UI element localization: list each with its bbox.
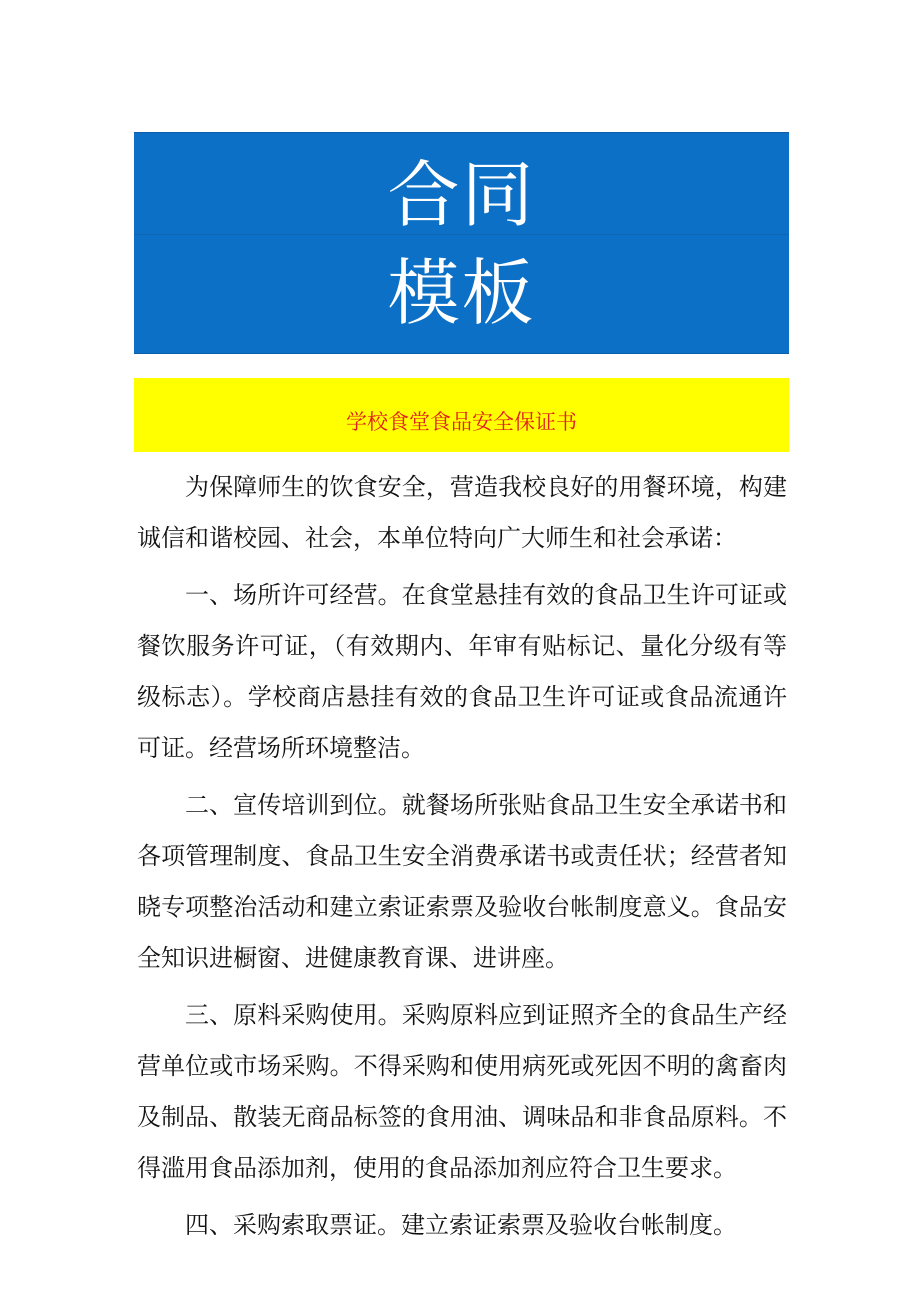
section-1-paragraph: 一、场所许可经营。在食堂悬挂有效的食品卫生许可证或餐饮服务许可证，（有效期内、年审有贴标记、量化分级有等级标志）。学校商店悬挂有效的食品卫生许可证或食品流通许可证。经营场所环境整洁。 xyxy=(137,581,787,762)
cover-title-line-1: 合同 xyxy=(387,153,536,237)
document-title-bar xyxy=(134,378,789,452)
section-3-paragraph: 三、原料采购使用。采购原料应到证照齐全的食品生产经营单位或市场采购。不得采购和使用病死或死因不明的禽畜肉及制品、散装无商品标签的食用油、调味品和非食品原料。不得滥用食品添加剂，使用的食品添加剂应符合卫生要求。 xyxy=(137,1001,787,1182)
section-4-paragraph: 四、采购索取票证。建立索证索票及验收台帐制度。 xyxy=(185,1211,737,1239)
document-title: 学校食堂食品安全保证书 xyxy=(346,410,577,434)
section-2-paragraph: 二、宣传培训到位。就餐场所张贴食品卫生安全承诺书和各项管理制度、食品卫生安全消费承诺书或责任状；经营者知晓专项整治活动和建立索证索票及验收台帐制度意义。食品安全知识进橱窗、进健康教育课、进讲座。 xyxy=(137,791,787,972)
intro-paragraph: 为保障师生的饮食安全，营造我校良好的用餐环境，构建诚信和谐校园、社会，本单位特向广大师生和社会承诺： xyxy=(137,473,787,552)
cover-title-line-2: 模板 xyxy=(387,251,536,335)
cover-banner xyxy=(134,132,789,354)
document-body xyxy=(137,462,787,1251)
